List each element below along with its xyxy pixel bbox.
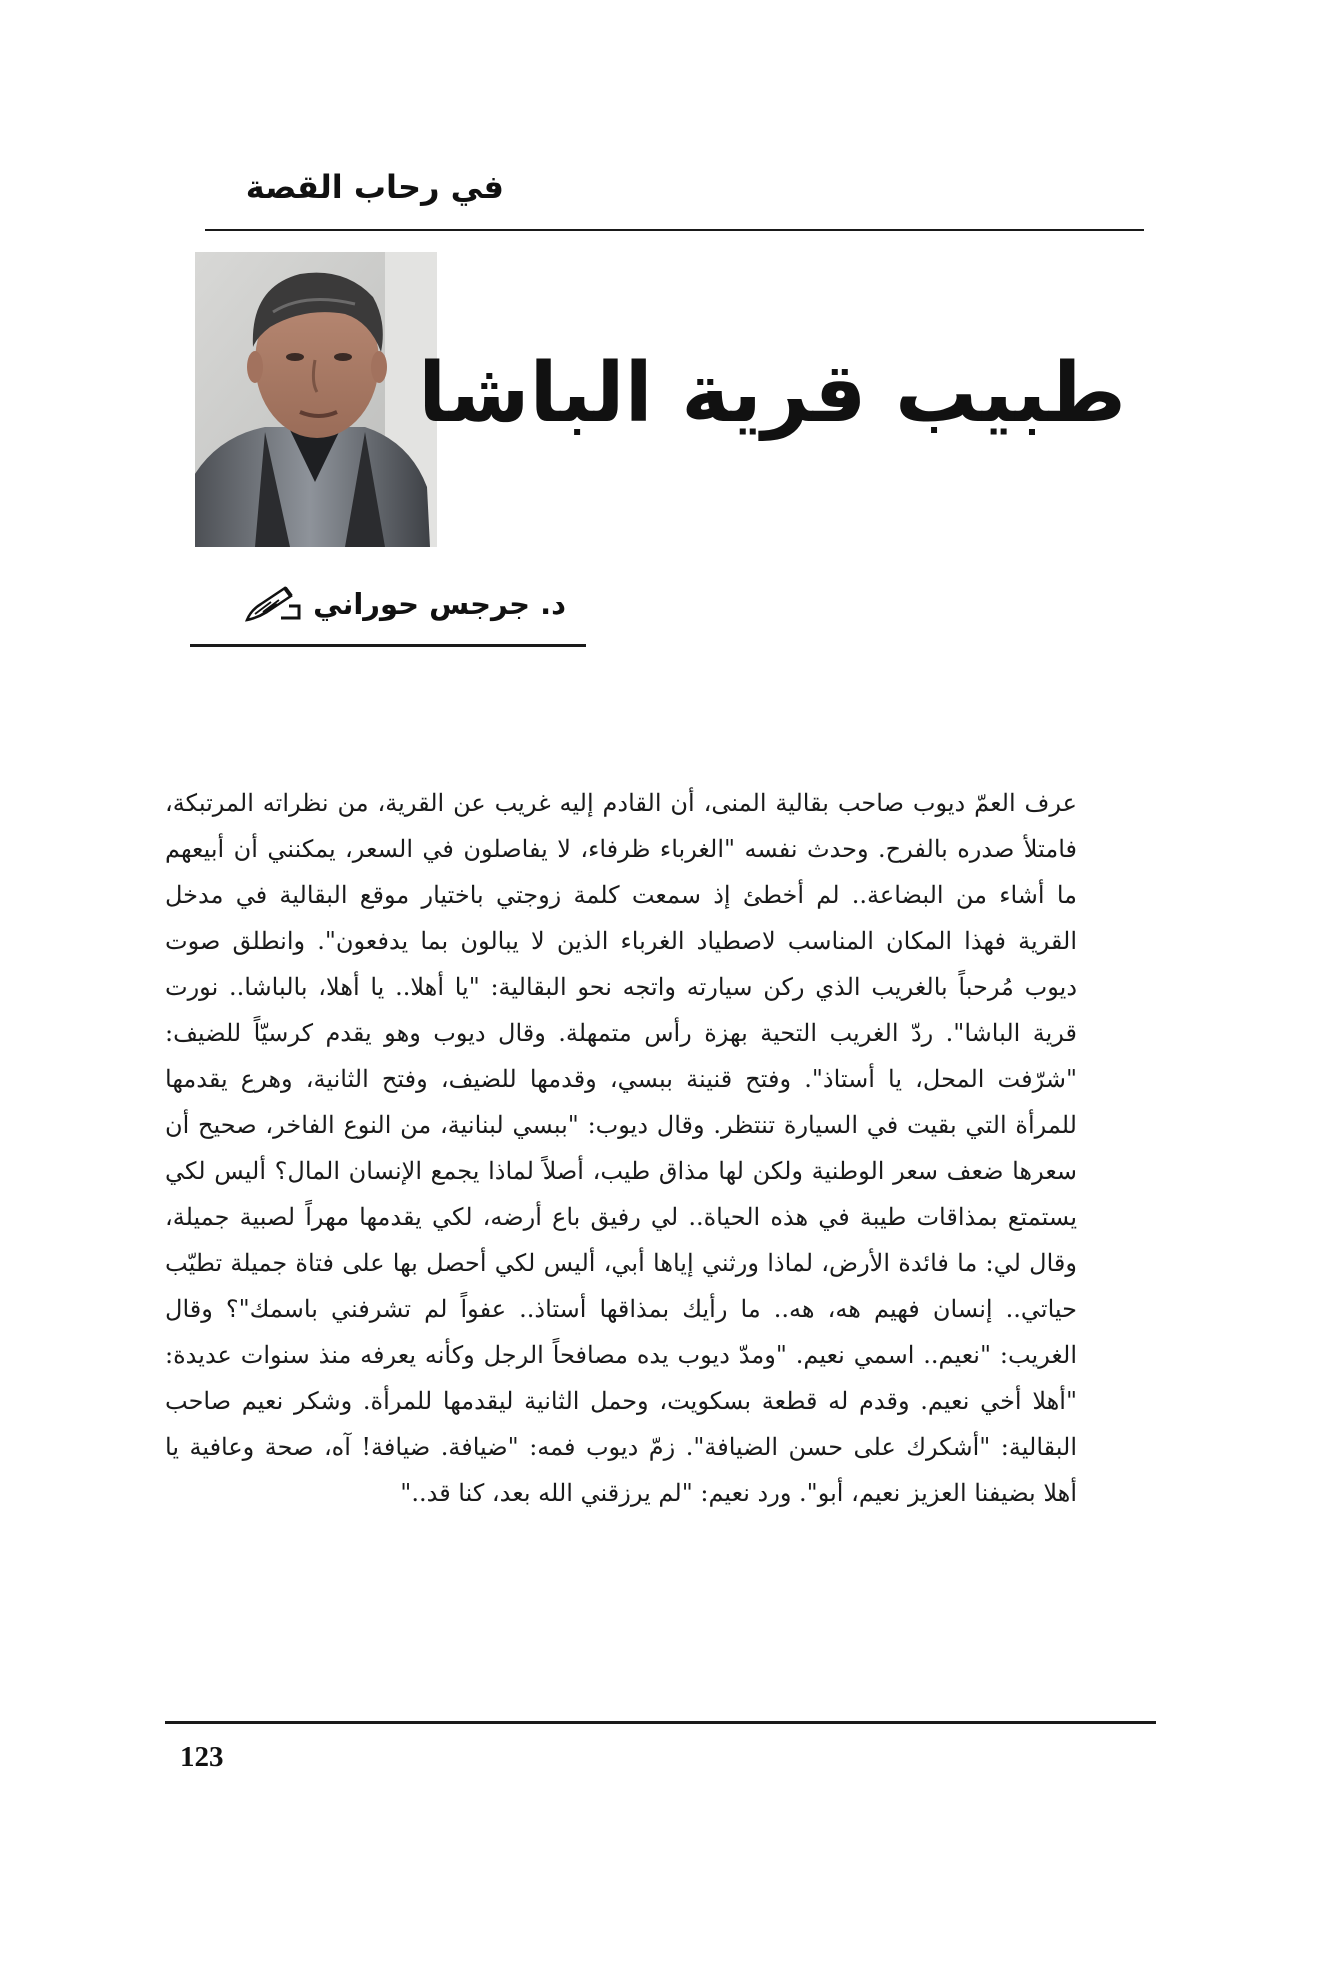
bottom-divider [165,1721,1156,1724]
author-byline [241,584,566,624]
page-number: 123 [180,1741,224,1773]
section-title: في رحاب القصة [245,168,504,206]
top-divider [205,229,1144,231]
pen-writing-icon [241,584,303,624]
article-body: عرف العمّ ديوب صاحب بقالية المنى، أن القادم إليه غريب عن القرية، من نظراته المرتبكة، فامتلأ صدره بالفرح. وحدث نفسه "الغرباء ظرفاء، لا يفاصلون في السعر، يمكنني أن أبيعهم ما أشاء من البضاعة.. لم أخطئ إذ سمعت كلمة زوجتي باختيار موقع البقالية في مدخل القرية فهذا المكان المناسب لاصطياد الغرباء الذين لا يبالون بما يدفعون". وانطلق صوت ديوب مُرحباً بالغريب الذي ركن سيارته واتجه نحو البقالية: "يا أهلا.. يا أهلا، بالباشا.. نورت قرية الباشا". ردّ الغريب التحية بهزة رأس متمهلة. وقال ديوب وهو يقدم كرسيّاً للضيف: "شرّفت المحل، يا أستاذ". وفتح قنينة ببسي، وقدمها للضيف، وفتح الثانية، وهرع يقدمها للمرأة التي بقيت في السيارة تنتظر. وقال ديوب: "ببسي لبنانية، من النوع الفاخر، صحيح أن سعرها ضعف سعر الوطنية ولكن لها مذاق طيب، أصلاً لماذا يجمع الإنسان المال؟ أليس لكي يستمتع بمذاقات طيبة في هذه الحياة.. لي رفيق باع أرضه، لكي يقدمها مهراً لصبية جميلة، وقال لي: ما فائدة الأرض، لماذا ورثني إياها أبي، أليس لكي أحصل بها على فتاة جميلة تطيّب حياتي.. إنسان فهيم هه، هه.. ما رأيك بمذاقها أستاذ.. عفواً لم تشرفني باسمك"؟ وقال الغريب: "نعيم.. اسمي نعيم. "ومدّ ديوب يده مصافحاً الرجل وكأنه يعرفه منذ سنوات عديدة: "أهلا أخي نعيم. وقدم له قطعة بسكويت، وحمل الثانية ليقدمها للمرأة. وشكر نعيم صاحب البقالية: "أشكرك على حسن الضيافة". زمّ ديوب فمه: "ضيافة. ضيافة! آه، صحة وعافية يا أهلا بضيفنا العزيز نعيم، أبو". ورد نعيم: "لم يرزقني الله بعد، كنا قد.." [165,789,1078,1507]
byline-divider [190,644,586,647]
article-title: طبيب قرية الباشا [418,346,1126,441]
author-photo [195,252,437,547]
author-name: د. جرجس حوراني [313,587,566,621]
